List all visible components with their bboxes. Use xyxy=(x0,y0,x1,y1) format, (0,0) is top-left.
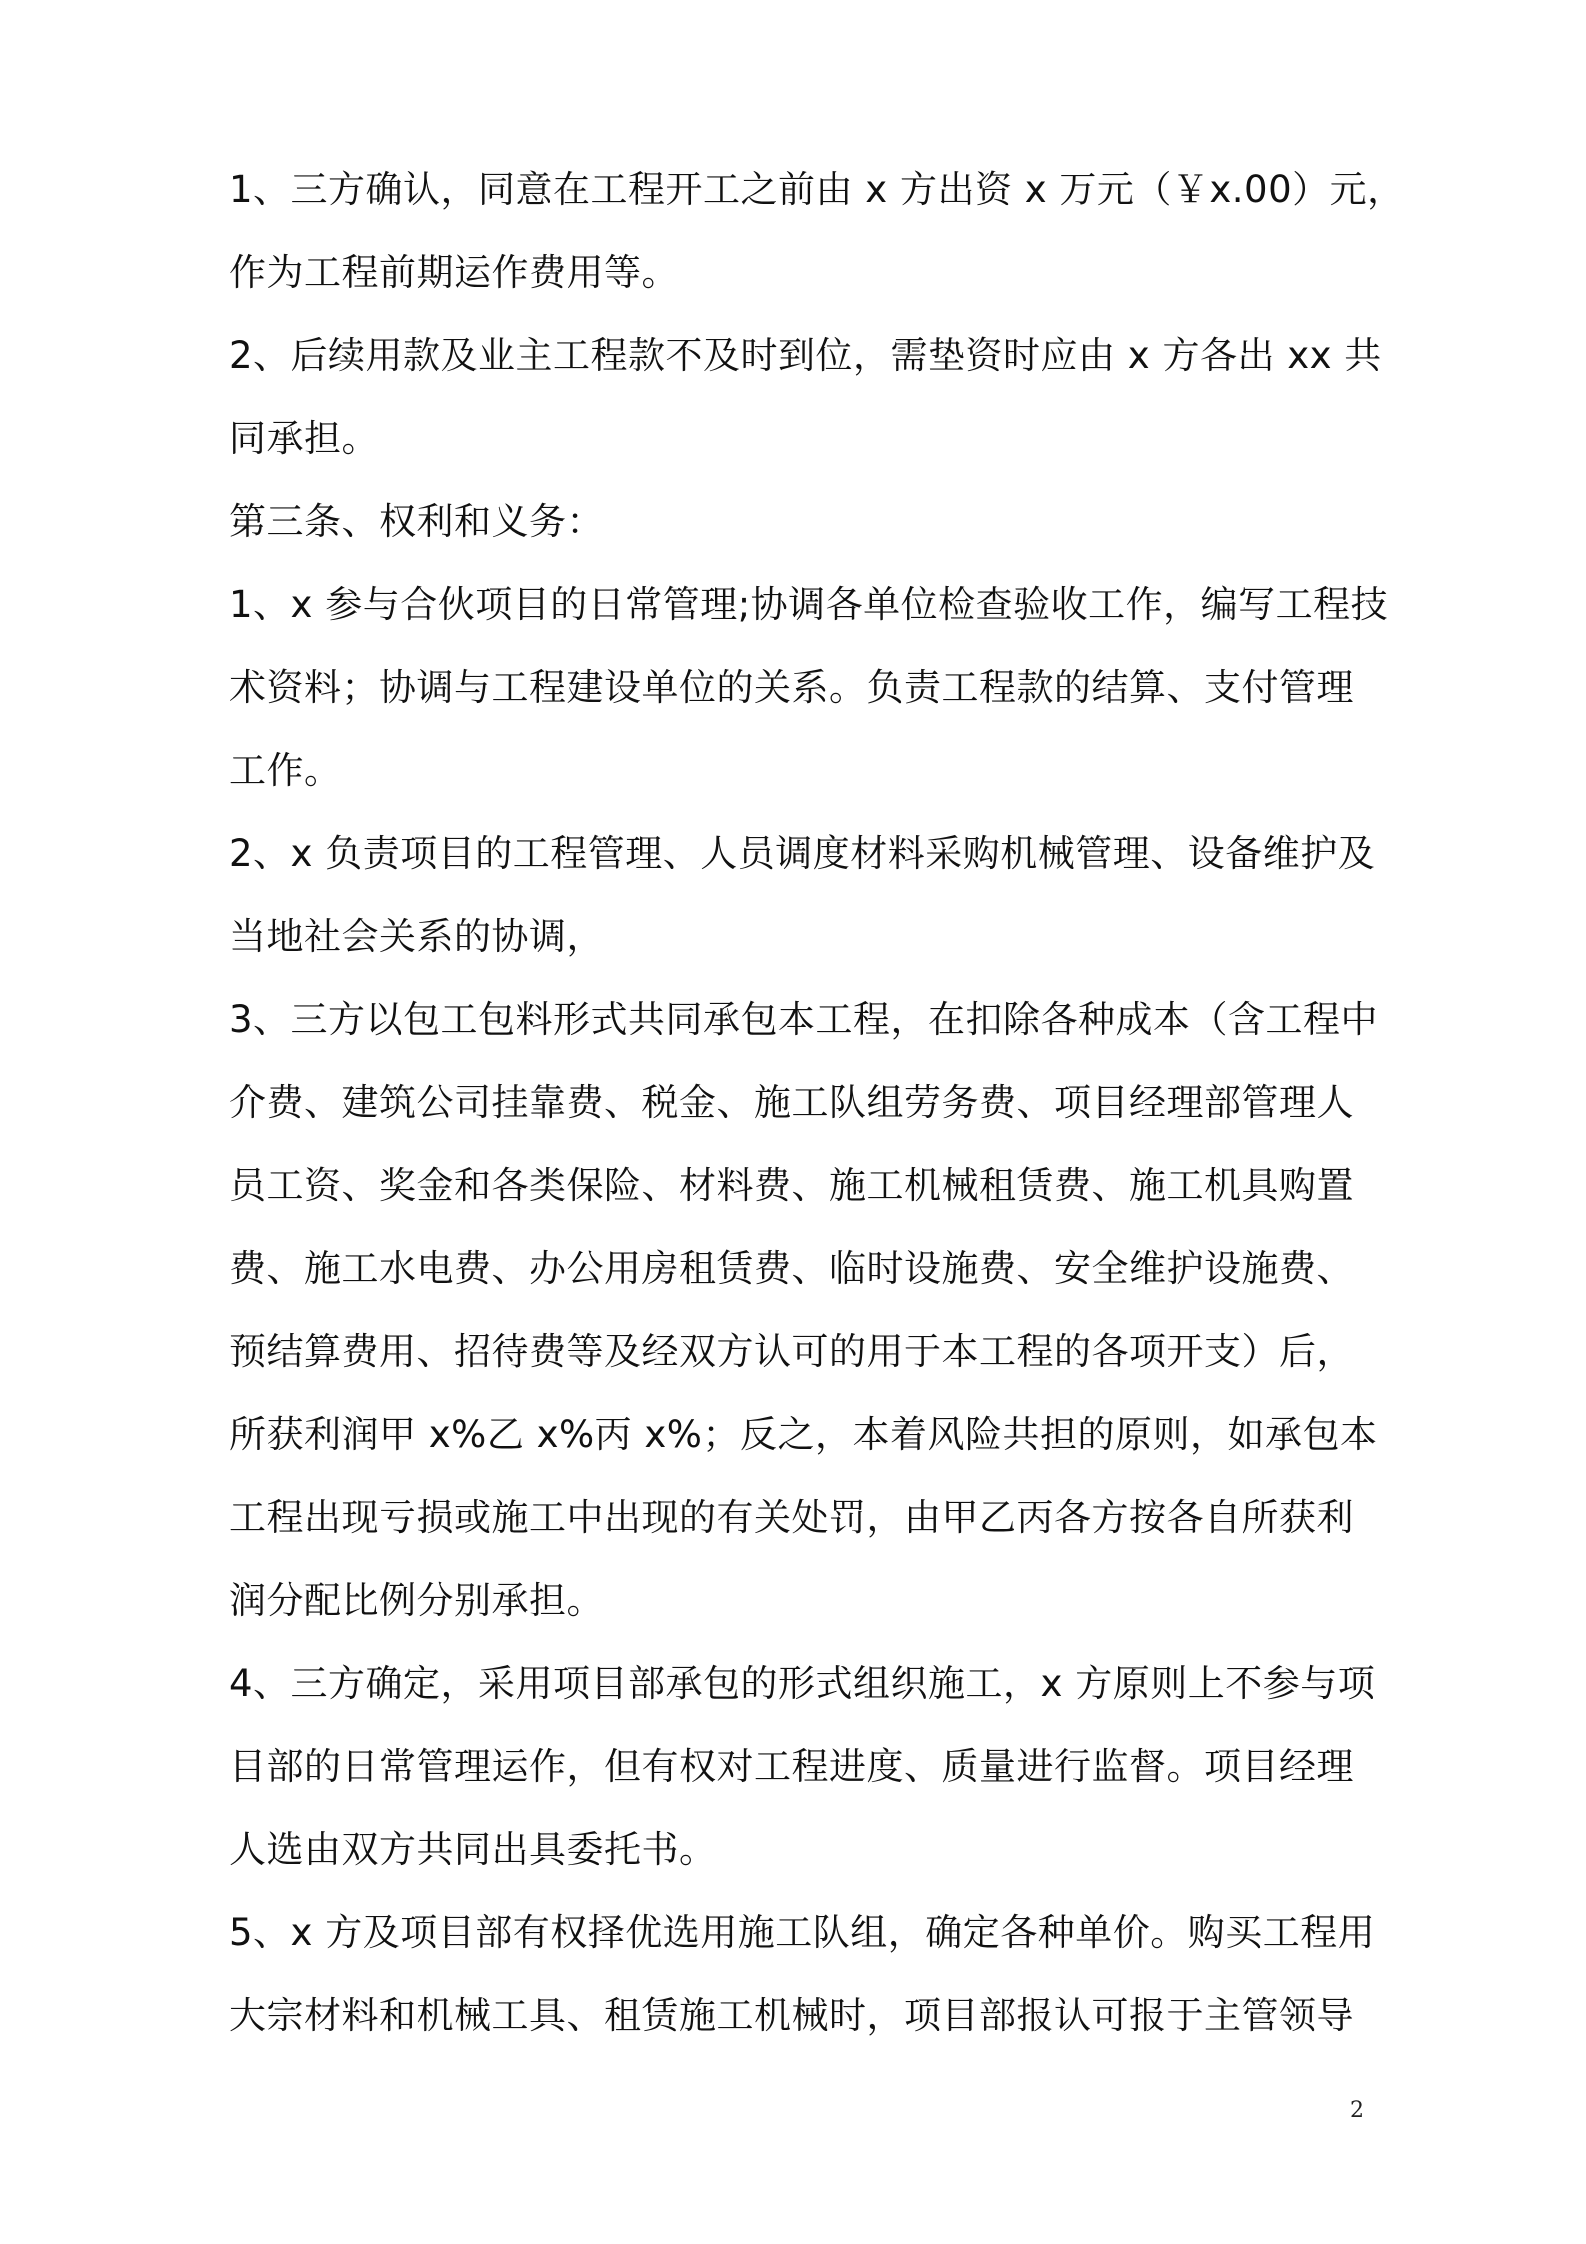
text-line: 费、施工水电费、办公用房租赁费、临时设施费、安全维护设施费、 xyxy=(229,1247,1354,1290)
text-line: 同承担。 xyxy=(229,417,379,460)
text-line: 第三条、权利和义务： xyxy=(229,500,604,543)
paragraph-2 xyxy=(229,314,1382,480)
text-line: 1、x 参与合伙项目的日常管理;协调各单位检查验收工作，编写工程技 xyxy=(229,583,1389,626)
document-body xyxy=(229,148,1405,2057)
text-line: 1、三方确认，同意在工程开工之前由 x 方出资 x 万元（￥x.00）元， xyxy=(229,168,1405,211)
text-line: 3、三方以包工包料形式共同承包本工程，在扣除各种成本（含工程中 xyxy=(229,998,1379,1041)
paragraph-5 xyxy=(229,978,1379,1642)
paragraph-7 xyxy=(229,1891,1376,2057)
paragraph-6 xyxy=(229,1642,1376,1891)
paragraph-4 xyxy=(229,812,1376,978)
section-heading xyxy=(229,480,1369,563)
paragraph-1 xyxy=(229,148,1405,314)
text-line: 当地社会关系的协调， xyxy=(229,915,604,958)
text-line: 人选由双方共同出具委托书。 xyxy=(229,1828,717,1871)
text-line: 工程出现亏损或施工中出现的有关处罚，由甲乙丙各方按各自所获利 xyxy=(229,1496,1354,1539)
text-line: 员工资、奖金和各类保险、材料费、施工机械租赁费、施工机具购置 xyxy=(229,1164,1354,1207)
text-line: 2、后续用款及业主工程款不及时到位，需垫资时应由 x 方各出 xx 共 xyxy=(229,334,1382,377)
text-line: 介费、建筑公司挂靠费、税金、施工队组劳务费、项目经理部管理人 xyxy=(229,1081,1354,1124)
text-line: 作为工程前期运作费用等。 xyxy=(229,251,679,294)
text-line: 5、x 方及项目部有权择优选用施工队组，确定各种单价。购买工程用 xyxy=(229,1911,1376,1954)
text-line: 目部的日常管理运作，但有权对工程进度、质量进行监督。项目经理 xyxy=(229,1745,1354,1788)
text-line: 润分配比例分别承担。 xyxy=(229,1579,604,1622)
text-line: 大宗材料和机械工具、租赁施工机械时，项目部报认可报于主管领导 xyxy=(229,1994,1354,2037)
text-line: 术资料；协调与工程建设单位的关系。负责工程款的结算、支付管理 xyxy=(229,666,1354,709)
text-line: 工作。 xyxy=(229,749,342,792)
text-line: 预结算费用、招待费等及经双方认可的用于本工程的各项开支）后， xyxy=(229,1330,1354,1373)
text-line: 所获利润甲 x%乙 x%丙 x%；反之，本着风险共担的原则，如承包本 xyxy=(229,1413,1378,1456)
paragraph-3 xyxy=(229,563,1389,812)
text-line: 4、三方确定，采用项目部承包的形式组织施工，x 方原则上不参与项 xyxy=(229,1662,1376,1705)
page-number: 2 xyxy=(1350,2098,1364,2123)
text-line: 2、x 负责项目的工程管理、人员调度材料采购机械管理、设备维护及 xyxy=(229,832,1376,875)
